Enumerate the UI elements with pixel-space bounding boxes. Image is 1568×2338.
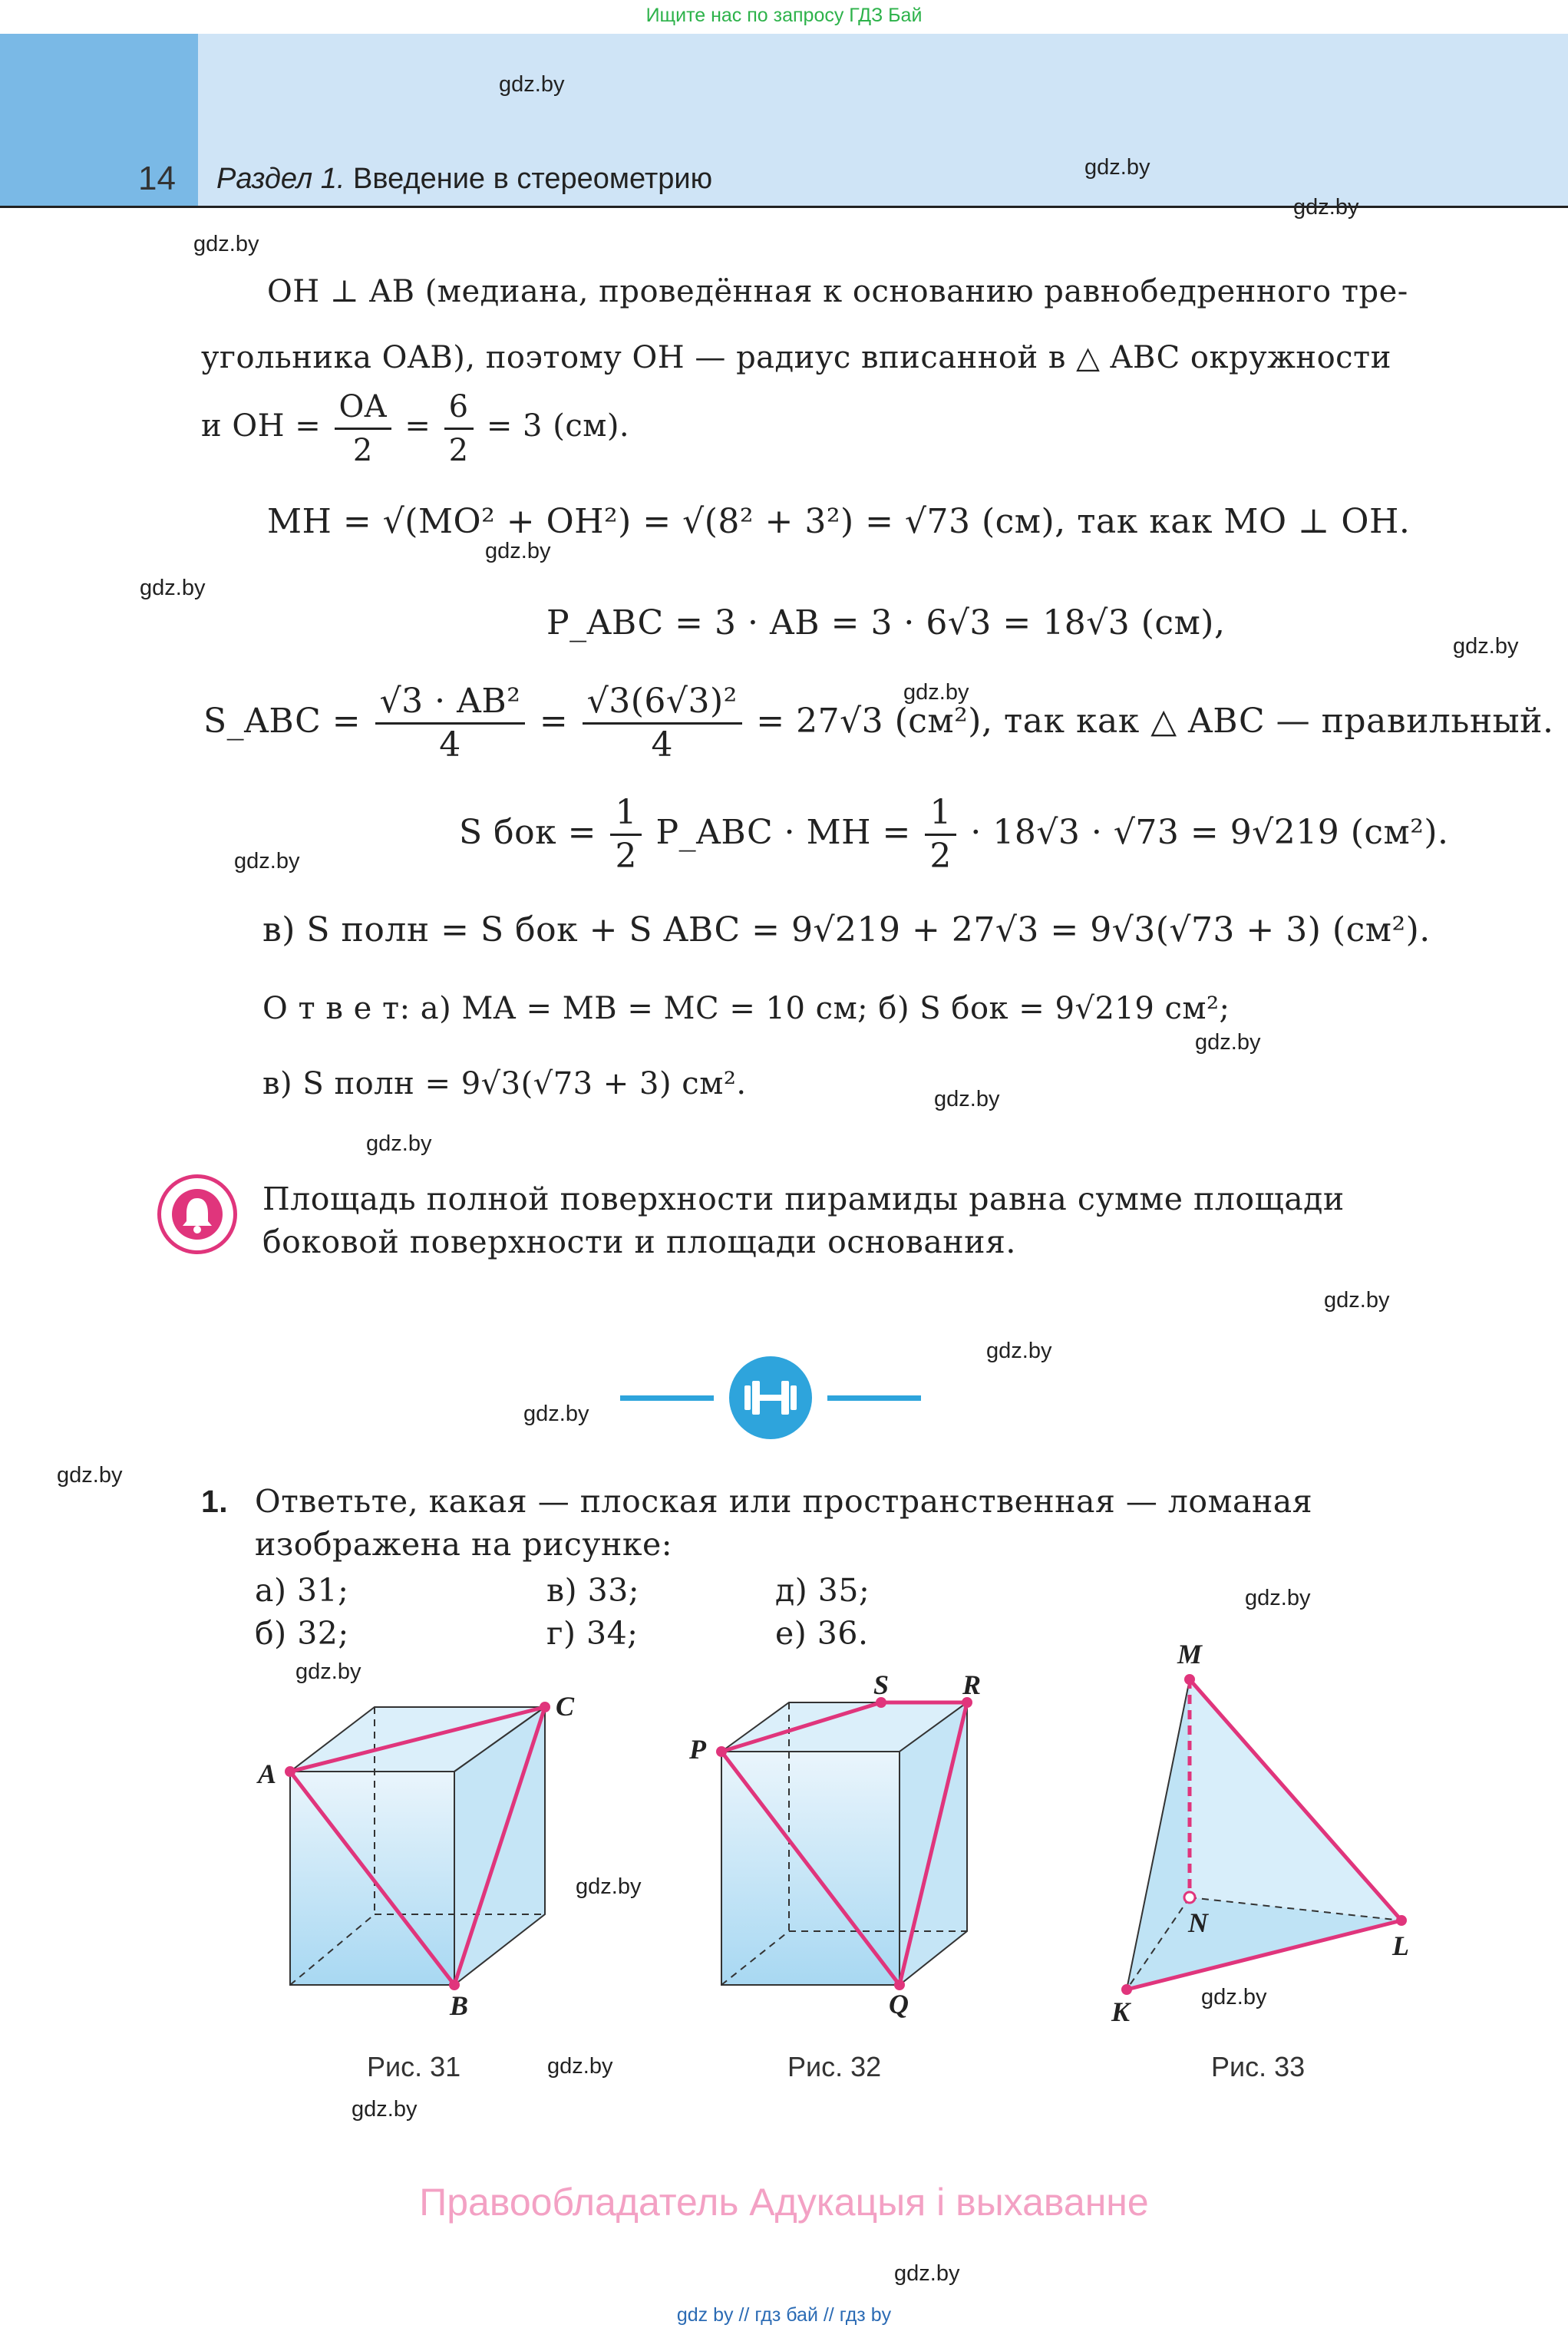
watermark: gdz.by [986, 1339, 1052, 1363]
figure-33 [1105, 1650, 1443, 2019]
vertex-label-A: A [258, 1758, 277, 1789]
task-option: д) 35; [775, 1572, 870, 1609]
oh-result: = 3 (см). [486, 408, 630, 444]
figure-caption: Рис. 33 [1211, 2051, 1306, 2082]
figure-31 [246, 1673, 614, 2026]
watermark: gdz.by [894, 2261, 960, 2286]
watermark: gdz.by [1195, 1030, 1261, 1055]
copyright-notice: Правообладатель Адукацыя і выхаванне [419, 2181, 1149, 2224]
watermark: gdz.by [903, 680, 969, 705]
watermark: gdz.by [57, 1463, 123, 1488]
vertex-label-P: P [689, 1734, 706, 1765]
watermark: gdz.by [1453, 634, 1519, 659]
numerator: √3 · AB² [375, 681, 526, 725]
divider-line-left [620, 1395, 714, 1401]
watermark: gdz.by [140, 576, 206, 600]
watermark: gdz.by [366, 1131, 432, 1156]
task-option: г) 34; [546, 1615, 639, 1652]
watermark: gdz.by [1324, 1288, 1390, 1313]
fraction [610, 792, 642, 877]
vertex-label-Q: Q [889, 1989, 909, 2019]
denominator: 2 [352, 432, 373, 468]
sbok-label: S бок = [459, 813, 596, 852]
fraction [444, 386, 474, 471]
numerator: 6 [444, 386, 474, 430]
solution-line-1: OH ⊥ AB (медиана, проведённая к основанию равнобедренного тре- [267, 274, 1408, 309]
vertex-label-K: K [1111, 1996, 1131, 2027]
watermark: gdz.by [1293, 195, 1359, 220]
bell-glyph [172, 1189, 223, 1240]
vertex-label-R: R [962, 1669, 982, 1700]
watermark: gdz.by [193, 232, 259, 256]
oh-label: и OH = [201, 408, 322, 444]
watermark: gdz.by [1084, 155, 1150, 180]
footer-links[interactable]: gdz by // гдз бай // гдз by [676, 2304, 892, 2326]
figure-32 [691, 1673, 1059, 2026]
denominator: 4 [651, 725, 673, 764]
answer-line-2: в) S полн = 9√3(√73 + 3) см². [262, 1066, 747, 1101]
dumbbell-icon [729, 1356, 812, 1439]
watermark: gdz.by [485, 539, 551, 563]
watermark: gdz.by [1245, 1586, 1311, 1610]
area-formula [203, 675, 1553, 768]
page-number: 14 [138, 160, 176, 197]
equals-sign: = [539, 702, 569, 741]
denominator: 4 [439, 725, 461, 764]
equals-sign: = [404, 408, 431, 444]
solution-line-3 [201, 384, 629, 471]
mh-formula: MH = √(MO² + OH²) = √(8² + 3²) = √73 (см), так как MO ⊥ OH. [267, 502, 1411, 541]
task-option: а) 31; [255, 1572, 349, 1609]
task-option: в) 33; [546, 1572, 640, 1609]
vertex-label-M: M [1177, 1639, 1203, 1669]
vertex-label-N: N [1188, 1907, 1208, 1938]
numerator: √3(6√3)² [583, 681, 742, 725]
vertex-label-B: B [450, 1990, 469, 2021]
watermark: gdz.by [352, 2097, 418, 2122]
figure-caption: Рис. 31 [367, 2051, 461, 2082]
section-label: Раздел 1. [216, 163, 345, 195]
vertex-label-L: L [1392, 1930, 1409, 1961]
watermark: gdz.by [1201, 1985, 1267, 2009]
watermark: gdz.by [547, 2054, 613, 2079]
watermark: gdz.by [576, 1874, 642, 1899]
watermark: gdz.by [234, 849, 300, 873]
answer-line-1: О т в е т: а) MA = MB = MC = 10 см; б) S бок = 9√219 см²; [262, 991, 1230, 1026]
chapter-title: Введение в стереометрию [353, 163, 713, 195]
rule-note: Площадь полной поверхности пирамиды равна сумме площади боковой поверхности и площади основания. [262, 1181, 1345, 1260]
vertex-label-S: S [873, 1669, 890, 1700]
fraction [583, 681, 742, 766]
full-area-formula: в) S полн = S бок + S ABC = 9√219 + 27√3 = 9√3(√73 + 3) (см²). [262, 910, 1431, 949]
task-text: Ответьте, какая — плоская или пространственная — ломаная изображена на рисунке: [255, 1483, 1313, 1563]
bell-icon [157, 1174, 237, 1254]
denominator: 2 [929, 837, 952, 876]
bell-icon-fill [172, 1189, 223, 1240]
sbok-middle: P_ABC · MH = [655, 813, 911, 852]
area-label: S_ABC = [203, 702, 361, 741]
task-option: е) 36. [775, 1615, 869, 1652]
perimeter-formula: P_ABC = 3 · AB = 3 · 6√3 = 18√3 (см), [546, 603, 1226, 642]
fraction [335, 386, 392, 471]
top-banner[interactable]: Ищите нас по запросу ГДЗ Бай [645, 5, 923, 26]
fraction [375, 681, 526, 766]
numerator: 1 [610, 792, 642, 836]
solution-line-2: угольника OAB), поэтому OH — радиус вписанной в △ ABC окружности [201, 340, 1391, 375]
lateral-area-formula [459, 791, 1449, 877]
vertex-label-C: C [556, 1691, 575, 1722]
watermark: gdz.by [295, 1659, 361, 1684]
numerator: 1 [925, 792, 956, 836]
section-title [216, 163, 712, 196]
task-option: б) 32; [255, 1615, 349, 1652]
sbok-result: · 18√3 · √73 = 9√219 (см²). [970, 813, 1449, 852]
watermark: gdz.by [934, 1087, 1000, 1111]
dumbbell-glyph [729, 1356, 812, 1439]
divider-line-right [827, 1395, 921, 1401]
figure-caption: Рис. 32 [787, 2051, 882, 2082]
watermark: gdz.by [523, 1402, 589, 1426]
denominator: 2 [448, 432, 469, 468]
task-number: 1. [201, 1484, 229, 1519]
numerator: OA [335, 386, 392, 430]
denominator: 2 [615, 837, 637, 876]
fraction [925, 792, 956, 877]
area-result: = 27√3 (см²), так как △ ABC — правильный. [756, 702, 1554, 741]
watermark: gdz.by [499, 72, 565, 97]
